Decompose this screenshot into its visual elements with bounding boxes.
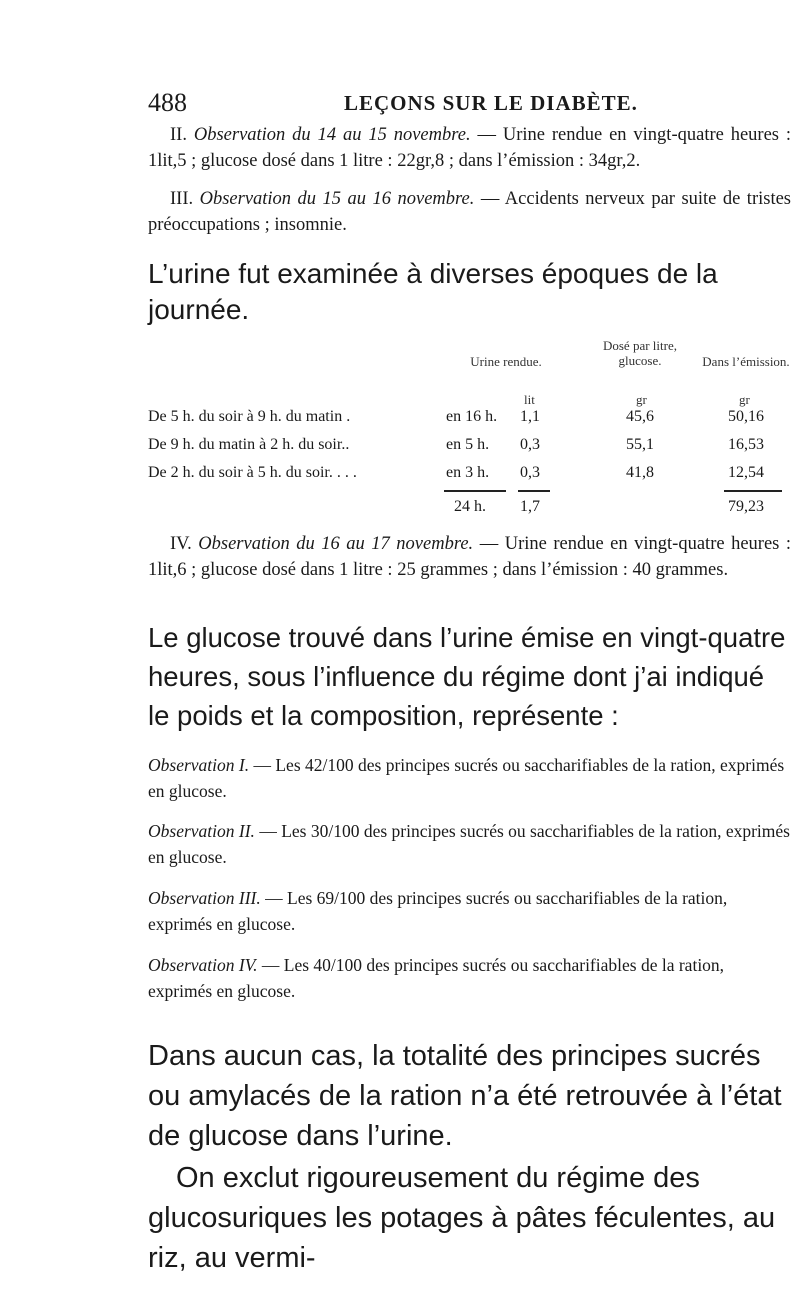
observation-iii-title: Observation III. (148, 888, 261, 908)
header-dose: Dosé par litre, glucose. (602, 338, 677, 368)
table-row-3-emission: 12,54 (728, 464, 764, 481)
obs-iii-text: — Accidents nerveux par suite de tristes préoccupations ; insomnie. (148, 189, 791, 235)
observation-ii (148, 818, 791, 870)
urine-table (148, 336, 792, 521)
table-row-1-emission: 50,16 (728, 408, 764, 425)
glucose-paragraph: Le glucose trouvé dans l’urine émise en vingt-quatre heures, sous l’influence du régime dont j’ai indiqué le poids et la composition, représente : (148, 622, 786, 731)
closing-paragraph-1: Dans aucun cas, la totalité des principes sucrés ou amylacés de la ration n’a été retrouvée à l’état de glucose dans l’urine. (148, 1040, 782, 1152)
observation-i (148, 752, 791, 804)
page-header (148, 88, 788, 118)
table-row-1-hours: en 16 h. (446, 408, 498, 425)
obs-iv-title: Observation du 16 au 17 novembre. (198, 534, 474, 554)
table-row-2-label: De 9 h. du matin à 2 h. du soir.. (148, 436, 350, 453)
observation-i-title: Observation I. (148, 755, 250, 775)
table-row-2-lit: 0,3 (520, 436, 540, 453)
intro-text: L’urine fut examinée à diverses époques de la journée. (148, 258, 718, 325)
table-row-2-hours: en 5 h. (446, 436, 490, 453)
obs-iv-label: IV. (170, 534, 192, 554)
obs-ii-title: Observation du 14 au 15 novembre. (193, 125, 471, 145)
table-row-1-lit: 1,1 (520, 408, 540, 425)
total-rule-emission (724, 490, 782, 492)
unit-gr-dose: gr (636, 392, 647, 407)
table-row-1-dose: 45,6 (626, 408, 654, 425)
obs-ii-label: II. (170, 125, 187, 145)
table-row-3-dose: 41,8 (626, 464, 654, 481)
obs-iii-title: Observation du 15 au 16 novembre. (199, 189, 475, 209)
table-row-3-hours: en 3 h. (446, 464, 490, 481)
observation-ii-title: Observation II. (148, 821, 255, 841)
header-emission: Dans l’émission. (702, 354, 790, 369)
closing-paragraph-2: On exclut rigoureusement du régime des glucosuriques les potages à pâtes féculentes, au riz, au vermi- (148, 1162, 776, 1274)
obs-ii-text: — Urine rendue en vingt-quatre heures : 1lit,5 ; glucose dosé dans 1 litre : 22gr,8 ; dans l’émission : 34gr,2. (148, 125, 792, 171)
total-emission: 79,23 (728, 498, 764, 515)
table-row-3-label: De 2 h. du soir à 5 h. du soir. . . . (148, 464, 357, 481)
table-row-1-label: De 5 h. du soir à 9 h. du matin . (148, 408, 351, 425)
table-row-3-lit: 0,3 (520, 464, 540, 481)
total-hours: 24 h. (454, 498, 486, 515)
header-urine: Urine rendue. (470, 354, 542, 369)
observation-iii-text: — Les 69/100 des principes sucrés ou saccharifiables de la ration, exprimés en glucose. (148, 888, 728, 934)
obs-iii-label: III. (170, 189, 194, 209)
paragraph-observation-ii (148, 122, 791, 174)
observation-i-text: — Les 42/100 des principes sucrés ou saccharifiables de la ration, exprimés en glucose. (148, 755, 785, 801)
paragraph-observation-iv (148, 531, 791, 583)
unit-lit: lit (524, 392, 535, 407)
observation-iv-title: Observation IV. (148, 955, 258, 975)
paragraph-observation-iii (148, 186, 791, 238)
page-number: 488 (148, 88, 187, 117)
observation-iv-text: — Les 40/100 des principes sucrés ou saccharifiables de la ration, exprimés en glucose. (148, 955, 725, 1001)
observation-iii (148, 885, 791, 937)
total-rule-lit (518, 490, 550, 492)
obs-iv-text: — Urine rendue en vingt-quatre heures : 1lit,6 ; glucose dosé dans 1 litre : 25 grammes ; dans l’émission : 40 grammes. (148, 534, 792, 580)
observation-ii-text: — Les 30/100 des principes sucrés ou saccharifiables de la ration, exprimés en glucose. (148, 821, 790, 867)
total-rule-hours (444, 490, 506, 492)
unit-gr-emission: gr (739, 392, 750, 407)
running-title: LEÇONS SUR LE DIABÈTE. (344, 91, 638, 115)
total-lit: 1,7 (520, 498, 540, 515)
observation-iv (148, 952, 791, 1004)
table-row-2-emission: 16,53 (728, 436, 764, 453)
table-row-2-dose: 55,1 (626, 436, 654, 453)
